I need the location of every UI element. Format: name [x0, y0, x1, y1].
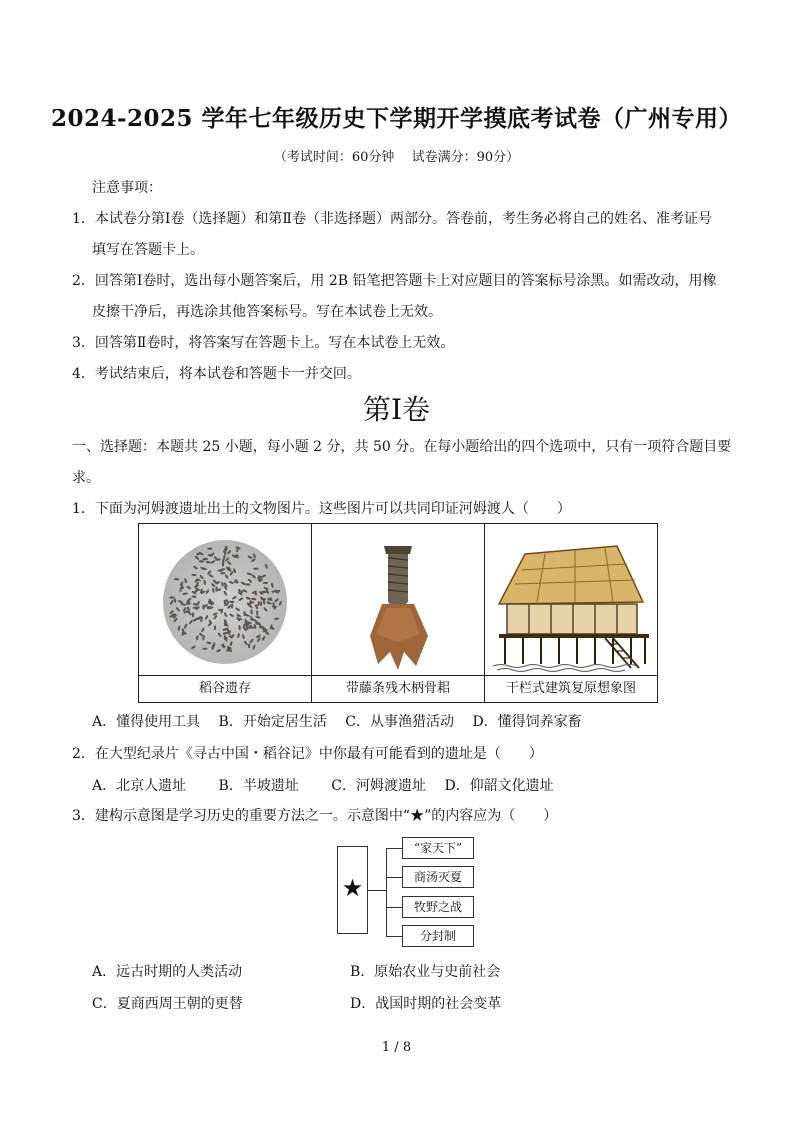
image-caption-bone-spade: 带藤条残木柄骨耜 [312, 675, 484, 702]
section-instruction-line-2: 求。 [72, 470, 100, 486]
question-3-option-a: A．远古时期的人类活动 [92, 964, 243, 980]
diagram-center-box [337, 846, 368, 934]
exam-subtitle: （考试时间：60分钟 试卷满分：90分） [273, 150, 520, 165]
diagram-item-2: 商汤灭夏 [402, 866, 474, 888]
question-3-stem: 3．建构示意图是学习历史的重要方法之一。示意图中“★”的内容应为（ ） [72, 808, 558, 824]
stilt-house-icon [485, 524, 657, 674]
question-1-image-table [138, 523, 658, 703]
note-1-line-2: 填写在答题卡上。 [92, 242, 204, 258]
question-3-option-b: B．原始农业与史前社会 [350, 964, 501, 980]
rice-grains-icon [139, 524, 312, 674]
note-2-line-2: 皮擦干净后，再选涂其他答案标号。写在本试卷上无效。 [92, 304, 442, 320]
question-2-stem: 2．在大型纪录片《寻古中国・稻谷记》中你最有可能看到的遗址是（ ） [72, 746, 543, 762]
diagram-branch-1 [386, 848, 402, 849]
diagram-branch-3 [386, 907, 402, 908]
exam-title: 2024-2025 学年七年级历史下学期开学摸底考试卷（广州专用） [50, 105, 743, 132]
notes-heading: 注意事项： [92, 180, 162, 196]
question-2-options: A．北京人遗址 B．半坡遗址 C．河姆渡遗址 D．仰韶文化遗址 [92, 778, 554, 794]
image-cell-bone-spade [312, 524, 485, 702]
image-caption-rice: 稻谷遗存 [139, 675, 311, 702]
note-1-line-1: 1．本试卷分第Ⅰ卷（选择题）和第Ⅱ卷（非选择题）两部分。答卷前，考生务必将自己的姓名、准考证号 [72, 211, 712, 227]
diagram-item-3: 牧野之战 [402, 896, 474, 918]
image-cell-rice [139, 524, 312, 702]
question-1-options: A．懂得使用工具 B．开始定居生活 C．从事渔猎活动 D．懂得饲养家畜 [92, 714, 582, 730]
note-2-line-1: 2．回答第Ⅰ卷时，选出每小题答案后，用 2B 铅笔把答题卡上对应题目的答案标号涂黑。如需改动，用橡 [72, 273, 717, 289]
diagram-branch-2 [386, 877, 402, 878]
diagram-connector [368, 890, 386, 891]
question-1-stem: 1．下面为河姆渡遗址出土的文物图片。这些图片可以共同印证河姆渡人（ ） [72, 501, 571, 517]
bone-spade-icon [312, 524, 485, 674]
diagram-item-1: “家天下” [402, 837, 474, 859]
note-4: 4．考试结束后，将本试卷和答题卡一并交回。 [72, 366, 361, 382]
page-number: 1 / 8 [381, 1040, 412, 1055]
section-instruction-line-1: 一、选择题：本题共 25 小题，每小题 2 分，共 50 分。在每小题给出的四个选项中，只有一项符合题目要 [72, 439, 732, 455]
rice-grain [207, 548, 212, 550]
star-icon: ★ [341, 874, 364, 902]
note-3: 3．回答第Ⅱ卷时，将答案写在答题卡上。写在本试卷上无效。 [72, 335, 455, 351]
image-caption-stilt-house: 干栏式建筑复原想象图 [485, 675, 657, 702]
question-3-option-c: C．夏商西周王朝的更替 [92, 996, 243, 1012]
diagram-branch-4 [386, 936, 402, 937]
image-cell-stilt-house [485, 524, 657, 702]
diagram-bracket [386, 848, 387, 936]
volume-title: 第Ⅰ卷 [362, 393, 431, 426]
diagram-item-4: 分封制 [402, 925, 474, 947]
question-3-option-d: D．战国时期的社会变革 [350, 996, 502, 1012]
